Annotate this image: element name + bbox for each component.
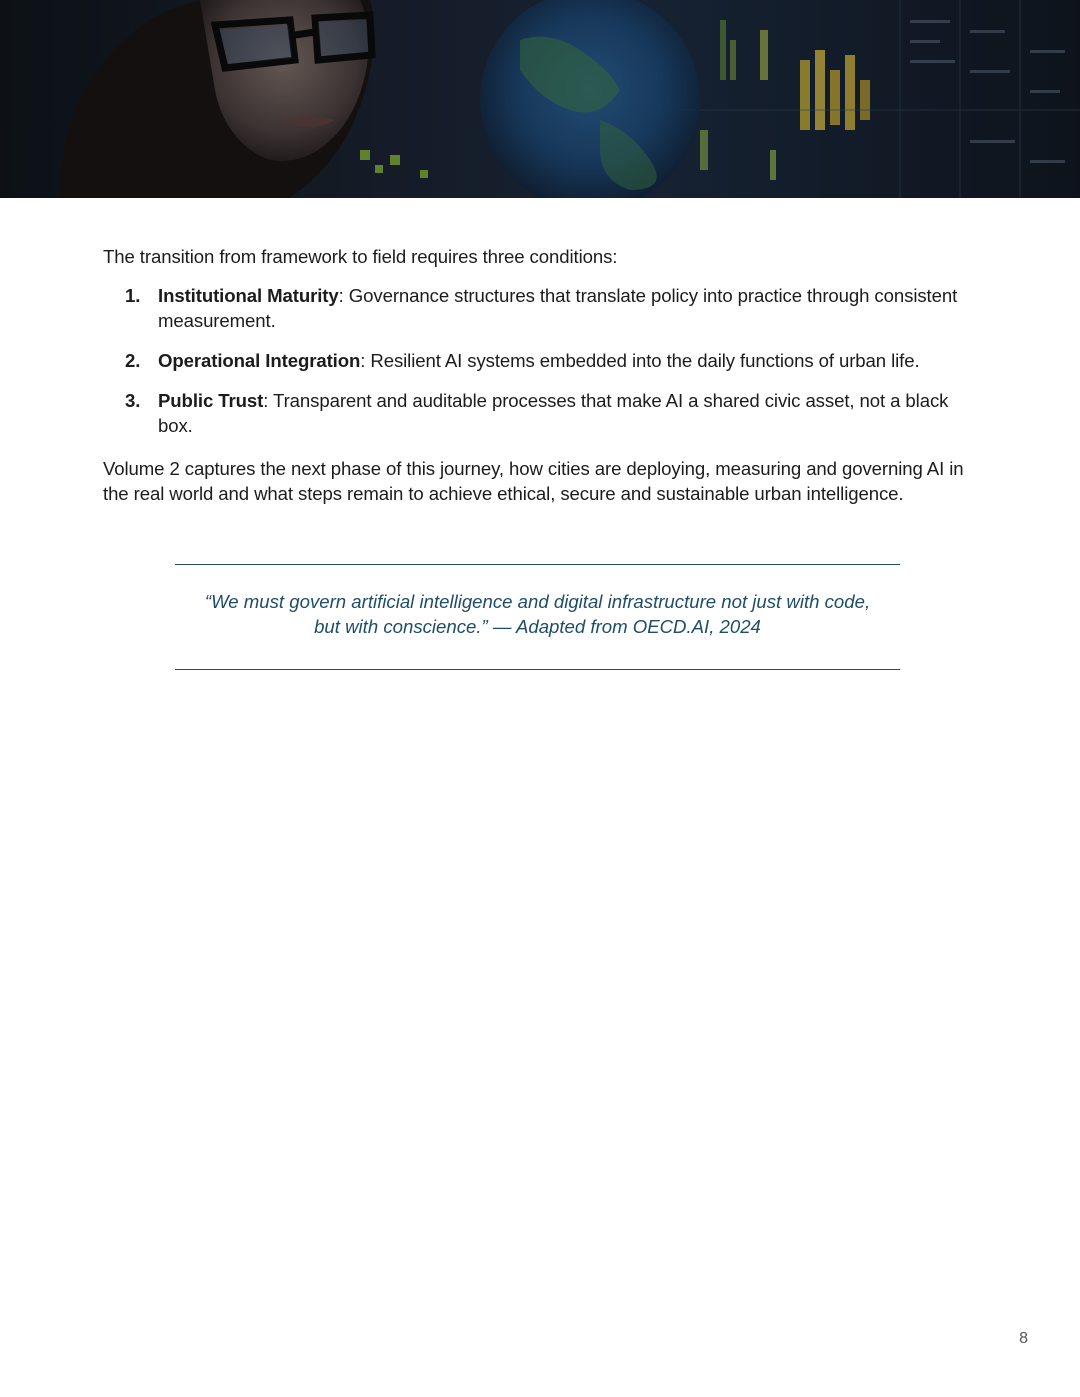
list-number: 3. (125, 390, 141, 411)
intro-paragraph: The transition from framework to field requires three conditions: (103, 246, 618, 267)
quote-bottom-divider (175, 669, 900, 670)
header-photo (0, 0, 1080, 198)
quote-text (175, 589, 900, 639)
condition-term: Public Trust (158, 390, 264, 411)
condition-text: : Resilient AI systems embedded into the daily functions of urban life. (360, 350, 920, 371)
main-content (103, 244, 993, 506)
closing-paragraph: Volume 2 captures the next phase of this journey, how cities are deploying, measuring and governing AI in the real world and what steps remain to achieve ethical, secure and sustainable urban intelligence. (103, 458, 964, 504)
quote-line-1: “We must govern artificial intelligence and digital infrastructure not just with code, (204, 591, 871, 612)
quote-line-2: but with conscience.” — Adapted from OECD.AI, 2024 (314, 616, 761, 637)
list-item (103, 388, 993, 438)
condition-term: Institutional Maturity (158, 285, 339, 306)
page-number: 8 (1019, 1330, 1028, 1347)
list-item (103, 283, 993, 333)
condition-text: : Governance structures that translate policy into practice through consistent measurement. (158, 285, 958, 331)
pull-quote (175, 564, 900, 670)
list-number: 2. (125, 350, 141, 371)
list-number: 1. (125, 285, 141, 306)
quote-top-divider (175, 564, 900, 565)
list-item (103, 348, 993, 373)
condition-term: Operational Integration (158, 350, 361, 371)
condition-text: : Transparent and auditable processes that make AI a shared civic asset, not a black box. (158, 390, 949, 436)
person-with-glasses-data-screens-photo (0, 0, 1080, 198)
conditions-list (103, 283, 993, 438)
